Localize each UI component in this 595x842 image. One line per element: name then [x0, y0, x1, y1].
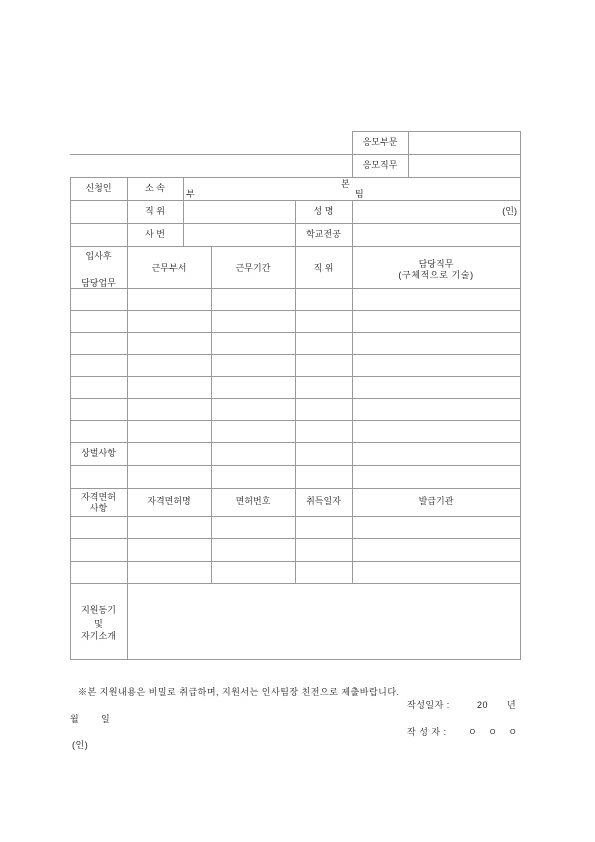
- date-day: 일: [101, 714, 111, 724]
- emp-no-label: 사 번: [145, 229, 165, 239]
- career-col-duty-note: (구체적으로 기술): [398, 270, 474, 280]
- table-left-border: [70, 177, 71, 660]
- table-right-border: [520, 177, 521, 660]
- apply-job-label: 응모직무: [362, 160, 398, 170]
- header-divider: [408, 131, 409, 178]
- date-year: 년: [507, 700, 517, 710]
- grid-column-divider: [211, 246, 212, 583]
- info-column-divider: [352, 200, 353, 246]
- career-col-period: 근무기간: [235, 263, 271, 273]
- license-col-date: 취득일자: [306, 496, 341, 506]
- table-bottom-border: [70, 659, 521, 660]
- label-column-divider: [127, 177, 128, 660]
- name-seal: (인): [502, 206, 517, 216]
- author-name: ㅇ ㅇ ㅇ: [468, 727, 518, 737]
- dept-bu-text: 부: [186, 189, 195, 199]
- career-col-position: 직 위: [313, 263, 334, 273]
- grid-column-divider: [295, 246, 296, 583]
- info-column-divider: [183, 177, 184, 246]
- career-label-2: 담당업무: [81, 278, 116, 288]
- license-label-2: 사항: [89, 503, 108, 513]
- motivation-label-2: 및: [94, 619, 103, 629]
- date-month: 월: [70, 714, 80, 724]
- motivation-label-1: 지원동기: [81, 605, 116, 615]
- grid-column-divider: [352, 246, 353, 583]
- motivation-label-3: 자기소개: [81, 631, 116, 641]
- dept-bon-text: 본: [341, 179, 350, 189]
- license-col-number: 면허번호: [235, 496, 271, 506]
- row-line: [70, 177, 521, 178]
- license-col-name: 자격면허명: [147, 496, 191, 506]
- header-top-border: [352, 131, 521, 132]
- major-label: 학교전공: [306, 229, 341, 239]
- position-label: 직 위: [145, 206, 165, 216]
- name-label: 성 명: [313, 206, 334, 216]
- date-year-prefix: 20: [477, 700, 489, 710]
- awards-label: 상벌사항: [81, 448, 116, 458]
- header-right-border: [520, 131, 521, 178]
- dept-team-text: 팀: [355, 189, 364, 199]
- career-col-duty: 담당직무: [418, 259, 454, 269]
- career-label-1: 입사후: [85, 251, 112, 261]
- career-col-dept: 근무부서: [151, 263, 187, 273]
- dept-label: 소 속: [145, 183, 165, 193]
- date-label: 작성일자 :: [407, 700, 450, 710]
- license-label-1: 자격면허: [81, 492, 116, 502]
- license-col-issuer: 발급기관: [418, 496, 454, 506]
- author-seal: (인): [72, 740, 89, 750]
- apply-dept-label: 응모부문: [362, 137, 398, 147]
- footer-notice: ※본 지원내용은 비밀로 취급하며, 지원서는 인사팀장 친전으로 제출바랍니다.: [78, 687, 400, 697]
- author-label: 작 성 자 :: [407, 727, 447, 737]
- row-line: [70, 583, 521, 584]
- applicant-label: 신청인: [85, 183, 112, 193]
- header-middle-rule: [70, 154, 521, 155]
